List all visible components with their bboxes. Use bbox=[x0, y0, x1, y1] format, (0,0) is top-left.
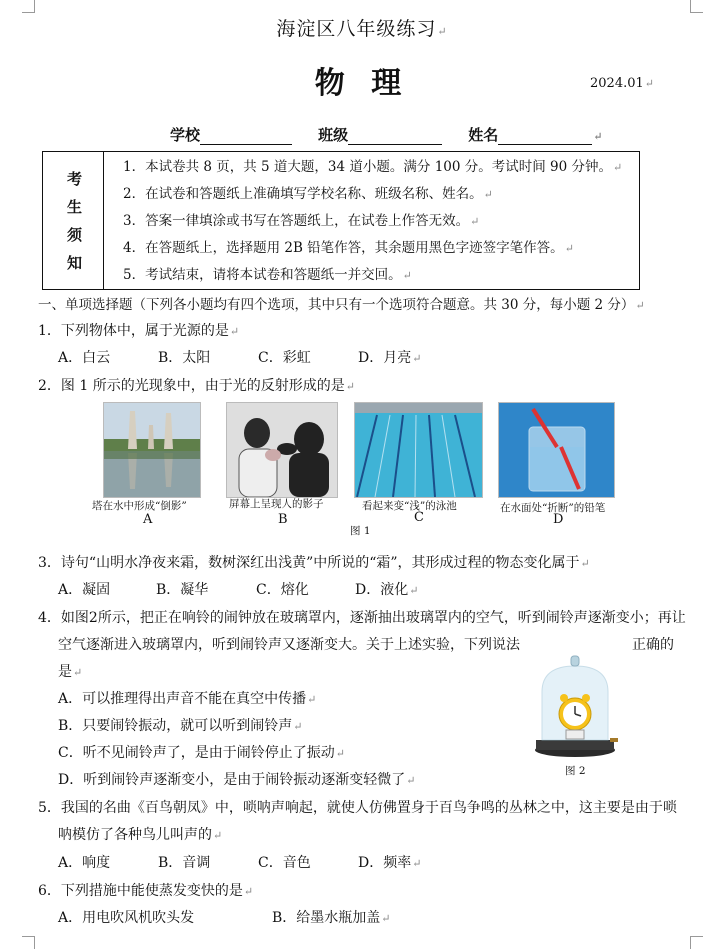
notice-label-char: 知 bbox=[67, 254, 83, 272]
swimming-pool-image bbox=[354, 402, 483, 498]
question-4-stem-line2: 空气逐渐进入玻璃罩内，听到闹铃声又逐渐变大。关于上述实验，下列说法 bbox=[58, 637, 520, 653]
q5-option-b[interactable]: B．音调 bbox=[158, 855, 211, 871]
question-5-stem-line1: 5．我国的名曲《百鸟朝凤》中，唢呐声响起，就使人仿佛置身于百鸟争鸣的丛林之中，这主要是由于唢 bbox=[38, 800, 677, 816]
q1-option-d[interactable]: D．月亮↵ bbox=[358, 350, 422, 366]
figure-2-label: 图 2 bbox=[565, 765, 586, 777]
q1-option-a[interactable]: A．白云 bbox=[58, 350, 111, 366]
q6-option-a[interactable]: A．用电吹风机吹头发 bbox=[58, 910, 195, 926]
figure-1-caption-a: 塔在水中形成“倒影” bbox=[92, 500, 187, 512]
q1-option-c[interactable]: C．彩虹 bbox=[258, 350, 311, 366]
question-6-stem: 6．下列措施中能使蒸发变快的是↵ bbox=[38, 883, 254, 899]
question-4-stem-line3: 是↵ bbox=[58, 664, 83, 680]
q4-option-a[interactable]: A．可以推理得出声音不能在真空中传播↵ bbox=[58, 691, 317, 707]
question-2-stem: 2．图 1 所示的光现象中，由于光的反射形成的是↵ bbox=[38, 378, 355, 394]
crop-mark-top-left bbox=[22, 0, 35, 13]
class-field[interactable] bbox=[348, 128, 442, 145]
q5-option-c[interactable]: C．音色 bbox=[258, 855, 311, 871]
figure-1-label: 图 1 bbox=[350, 525, 371, 537]
q3-option-c[interactable]: C．熔化 bbox=[256, 582, 309, 598]
figure-1-caption-b: 屏幕上呈现人的影子 bbox=[229, 498, 324, 510]
question-1-stem: 1．下列物体中，属于光源的是↵ bbox=[38, 323, 240, 339]
class-label: 班级 bbox=[318, 126, 349, 144]
q3-option-a[interactable]: A．凝固 bbox=[58, 582, 111, 598]
pagoda-reflection-image bbox=[103, 402, 201, 498]
bent-pencil-image bbox=[498, 402, 615, 498]
school-field[interactable] bbox=[200, 128, 292, 145]
figure-1-letter-a: A bbox=[143, 512, 153, 527]
notice-label-char: 考 bbox=[67, 170, 83, 188]
notice-label-char: 须 bbox=[67, 226, 83, 244]
bell-jar-clock-image bbox=[530, 652, 620, 760]
exam-subtitle: 海淀区八年级练习↵ bbox=[276, 18, 448, 40]
q5-option-d[interactable]: D．频率↵ bbox=[358, 855, 422, 871]
exam-date: 2024.01↵ bbox=[590, 76, 654, 91]
question-4-stem-line1: 4．如图2所示，把正在响铃的闹钟放在玻璃罩内，逐渐抽出玻璃罩内的空气，听到闹铃声逐渐变小；再让 bbox=[38, 610, 686, 626]
shadow-screen-image bbox=[226, 402, 338, 498]
q1-option-b[interactable]: B．太阳 bbox=[158, 350, 211, 366]
section-heading: 一、单项选择题（下列各小题均有四个选项，其中只有一个选项符合题意。共 30 分，每小题 2 分）↵ bbox=[38, 297, 645, 313]
notice-item: 2．在试卷和答题纸上准确填写学校名称、班级名称、姓名。↵ bbox=[123, 186, 493, 202]
question-4-stem-right: 正确的 bbox=[632, 637, 674, 653]
crop-mark-top-right bbox=[690, 0, 703, 13]
exam-subject: 物 理 bbox=[314, 66, 410, 101]
q3-option-d[interactable]: D．液化↵ bbox=[355, 582, 419, 598]
notice-item: 3．答案一律填涂或书写在答题纸上，在试卷上作答无效。↵ bbox=[123, 213, 480, 229]
exam-notice-box bbox=[42, 151, 640, 290]
figure-1-letter-c: C bbox=[414, 510, 424, 525]
figure-1-letter-d: D bbox=[553, 512, 564, 527]
student-info-line: 学校 班级 姓名 ↵ bbox=[170, 126, 603, 144]
crop-mark-bottom-left bbox=[22, 936, 35, 949]
notice-item: 4．在答题纸上，选择题用 2B 铅笔作答，其余题用黑色字迹签字笔作答。↵ bbox=[123, 240, 574, 256]
question-5-stem-line2: 呐模仿了各种鸟儿叫声的↵ bbox=[58, 827, 223, 843]
q3-option-b[interactable]: B．凝华 bbox=[156, 582, 209, 598]
question-3-stem: 3．诗句“山明水净夜来霜，数树深红出浅黄”中所说的“霜”，其形成过程的物态变化属于↵ bbox=[38, 555, 590, 571]
figure-1-letter-b: B bbox=[278, 512, 288, 527]
q4-option-b[interactable]: B．只要闹铃振动，就可以听到闹铃声↵ bbox=[58, 718, 303, 734]
figure-1-caption-c: 看起来变“浅”的泳池 bbox=[362, 500, 457, 512]
crop-mark-bottom-right bbox=[690, 936, 703, 949]
q4-option-c[interactable]: C．听不见闹铃声了，是由于闹铃停止了振动↵ bbox=[58, 745, 345, 761]
notice-label-char: 生 bbox=[67, 198, 83, 216]
school-label: 学校 bbox=[170, 126, 201, 144]
notice-item: 5．考试结束，请将本试卷和答题纸一并交回。↵ bbox=[123, 267, 412, 283]
notice-label-column bbox=[43, 152, 104, 289]
notice-item: 1．本试卷共 8 页，共 5 道大题，34 道小题。满分 100 分。考试时间 90 分钟。↵ bbox=[123, 159, 623, 175]
name-field[interactable] bbox=[498, 128, 592, 145]
q4-option-d[interactable]: D．听到闹铃声逐渐变小，是由于闹铃振动逐渐变轻微了↵ bbox=[58, 772, 416, 788]
q5-option-a[interactable]: A．响度 bbox=[58, 855, 111, 871]
figure-1-caption-d: 在水面处“折断”的铅笔 bbox=[500, 502, 606, 514]
name-label: 姓名 bbox=[468, 126, 499, 144]
q6-option-b[interactable]: B．给墨水瓶加盖↵ bbox=[272, 910, 391, 926]
